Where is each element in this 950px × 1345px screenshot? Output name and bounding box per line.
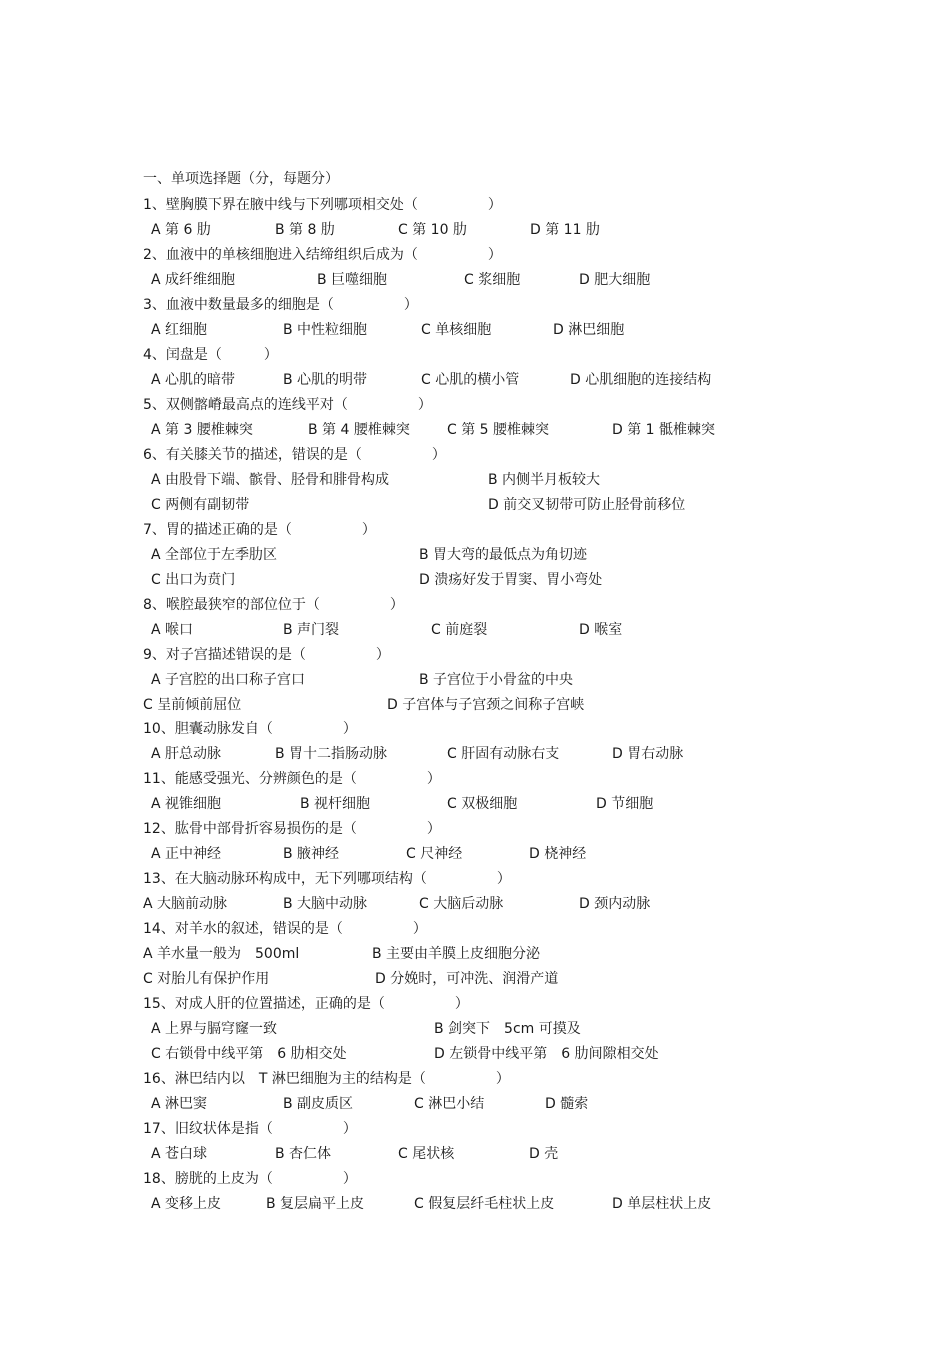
question-2-option-d: D 肥大细胞: [579, 272, 651, 288]
question-9-option-b: B 子宫位于小骨盆的中央: [419, 672, 574, 688]
question-9-option-a: A 子宫腔的出口称子宫口: [151, 672, 306, 688]
question-stem-4: 4、闰盘是（ ）: [143, 347, 278, 363]
question-1-option-b: B 第 8 肋: [275, 222, 335, 238]
question-17-option-c: C 尾状核: [398, 1146, 455, 1162]
question-stem-13: 13、在大脑动脉环构成中，无下列哪项结构（ ）: [143, 871, 511, 887]
question-4-option-b: B 心肌的明带: [283, 372, 368, 388]
question-stem-8: 8、喉腔最狭窄的部位位于（ ）: [143, 597, 404, 613]
question-stem-5: 5、双侧髂嵴最高点的连线平对（ ）: [143, 397, 432, 413]
question-stem-12: 12、肱骨中部骨折容易损伤的是（ ）: [143, 821, 441, 837]
question-13-option-b: B 大脑中动脉: [283, 896, 368, 912]
question-5-option-d: D 第 1 骶椎棘突: [612, 422, 716, 438]
question-1-option-c: C 第 10 肋: [398, 222, 467, 238]
question-17-option-a: A 苍白球: [151, 1146, 208, 1162]
question-3-option-b: B 中性粒细胞: [283, 322, 368, 338]
question-stem-14: 14、对羊水的叙述，错误的是（ ）: [143, 921, 427, 937]
question-9-option-c: C 呈前倾前屈位: [143, 697, 242, 713]
question-18-option-b: B 复层扁平上皮: [266, 1196, 365, 1212]
question-17-option-b: B 杏仁体: [275, 1146, 332, 1162]
question-stem-18: 18、膀胱的上皮为（ ）: [143, 1171, 357, 1187]
question-18-option-c: C 假复层纤毛柱状上皮: [414, 1196, 555, 1212]
question-8-option-a: A 喉口: [151, 622, 194, 638]
question-14-option-b: B 主要由羊膜上皮细胞分泌: [372, 946, 541, 962]
question-stem-16: 16、淋巴结内以 T 淋巴细胞为主的结构是（ ）: [143, 1071, 510, 1087]
question-stem-2: 2、血液中的单核细胞进入结缔组织后成为（ ）: [143, 247, 502, 263]
question-12-option-d: D 桡神经: [529, 846, 587, 862]
question-17-option-d: D 壳: [529, 1146, 559, 1162]
question-4-option-a: A 心肌的暗带: [151, 372, 236, 388]
question-1-option-a: A 第 6 肋: [151, 222, 211, 238]
question-12-option-b: B 腋神经: [283, 846, 340, 862]
question-12-option-c: C 尺神经: [406, 846, 463, 862]
question-15-option-b: B 剑突下 5cm 可摸及: [434, 1021, 581, 1037]
question-stem-6: 6、有关膝关节的描述，错误的是（ ）: [143, 447, 446, 463]
question-4-option-c: C 心肌的横小管: [421, 372, 520, 388]
question-10-option-b: B 胃十二指肠动脉: [275, 746, 388, 762]
question-14-option-c: C 对胎儿有保护作用: [143, 971, 270, 987]
section-title: 一、单项选择题（分，每题分）: [143, 171, 339, 187]
question-8-option-d: D 喉室: [579, 622, 623, 638]
question-2-option-a: A 成纤维细胞: [151, 272, 236, 288]
question-9-option-d: D 子宫体与子宫颈之间称子宫峡: [387, 697, 585, 713]
question-7-option-d: D 溃疡好发于胃窦、胃小弯处: [419, 572, 603, 588]
question-11-option-b: B 视杆细胞: [300, 796, 371, 812]
question-7-option-b: B 胃大弯的最低点为角切迹: [419, 547, 588, 563]
question-14-option-a: A 羊水量一般为 500ml: [143, 946, 300, 962]
question-12-option-a: A 正中神经: [151, 846, 222, 862]
question-stem-11: 11、能感受强光、分辨颜色的是（ ）: [143, 771, 441, 787]
question-stem-7: 7、胃的描述正确的是（ ）: [143, 522, 376, 538]
question-stem-17: 17、旧纹状体是指（ ）: [143, 1121, 357, 1137]
question-13-option-c: C 大脑后动脉: [419, 896, 504, 912]
question-15-option-c: C 右锁骨中线平第 6 肋相交处: [151, 1046, 347, 1062]
question-13-option-d: D 颈内动脉: [579, 896, 651, 912]
question-10-option-c: C 肝固有动脉右支: [447, 746, 560, 762]
question-5-option-b: B 第 4 腰椎棘突: [308, 422, 410, 438]
question-1-option-d: D 第 11 肋: [530, 222, 600, 238]
question-stem-10: 10、胆囊动脉发自（ ）: [143, 721, 357, 737]
question-11-option-a: A 视锥细胞: [151, 796, 222, 812]
question-3-option-c: C 单核细胞: [421, 322, 492, 338]
question-10-option-a: A 肝总动脉: [151, 746, 222, 762]
question-11-option-c: C 双极细胞: [447, 796, 518, 812]
question-8-option-b: B 声门裂: [283, 622, 340, 638]
question-7-option-c: C 出口为贲门: [151, 572, 236, 588]
question-16-option-a: A 淋巴窦: [151, 1096, 208, 1112]
question-stem-15: 15、对成人肝的位置描述，正确的是（ ）: [143, 996, 469, 1012]
question-10-option-d: D 胃右动脉: [612, 746, 684, 762]
question-16-option-c: C 淋巴小结: [414, 1096, 485, 1112]
question-6-option-c: C 两侧有副韧带: [151, 497, 250, 513]
question-3-option-a: A 红细胞: [151, 322, 208, 338]
question-5-option-a: A 第 3 腰椎棘突: [151, 422, 253, 438]
question-stem-1: 1、壁胸膜下界在腋中线与下列哪项相交处（ ）: [143, 197, 502, 213]
question-4-option-d: D 心肌细胞的连接结构: [570, 372, 712, 388]
question-18-option-d: D 单层柱状上皮: [612, 1196, 712, 1212]
question-2-option-c: C 浆细胞: [464, 272, 521, 288]
question-16-option-d: D 髓索: [545, 1096, 589, 1112]
question-16-option-b: B 副皮质区: [283, 1096, 354, 1112]
question-15-option-a: A 上界与膈穹窿一致: [151, 1021, 278, 1037]
question-6-option-d: D 前交叉韧带可防止胫骨前移位: [488, 497, 686, 513]
question-stem-9: 9、对子宫描述错误的是（ ）: [143, 647, 390, 663]
question-5-option-c: C 第 5 腰椎棘突: [447, 422, 550, 438]
question-18-option-a: A 变移上皮: [151, 1196, 222, 1212]
question-6-option-b: B 内侧半月板较大: [488, 472, 601, 488]
question-2-option-b: B 巨噬细胞: [317, 272, 388, 288]
question-13-option-a: A 大脑前动脉: [143, 896, 228, 912]
question-8-option-c: C 前庭裂: [431, 622, 488, 638]
question-11-option-d: D 节细胞: [596, 796, 654, 812]
question-stem-3: 3、血液中数量最多的细胞是（ ）: [143, 297, 418, 313]
question-6-option-a: A 由股骨下端、髌骨、胫骨和腓骨构成: [151, 472, 390, 488]
question-7-option-a: A 全部位于左季肋区: [151, 547, 278, 563]
question-14-option-d: D 分娩时，可冲洗、润滑产道: [375, 971, 559, 987]
question-3-option-d: D 淋巴细胞: [553, 322, 625, 338]
question-15-option-d: D 左锁骨中线平第 6 肋间隙相交处: [434, 1046, 659, 1062]
